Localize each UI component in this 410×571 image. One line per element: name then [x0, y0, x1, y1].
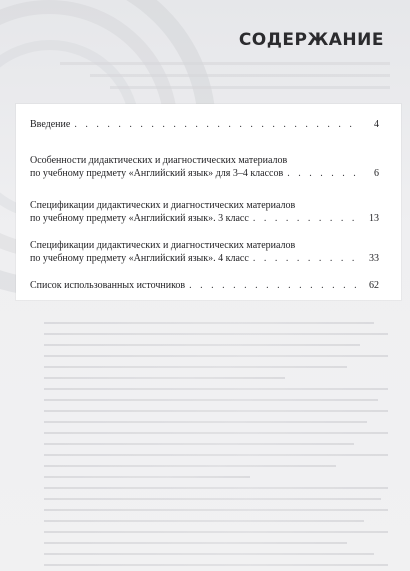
- toc-entry-title-continued: по учебному предмету «Английский язык». 3 класс: [30, 213, 249, 224]
- leader-dots: [253, 252, 361, 265]
- toc-entry-title: Введение: [30, 119, 71, 130]
- toc-page-number: 4: [374, 119, 379, 130]
- toc-entry[interactable]: [30, 279, 379, 292]
- bleed-through-line: [90, 74, 390, 77]
- toc-page-number: 13: [369, 213, 379, 224]
- toc-entry-title-continued: по учебному предмету «Английский язык». 4 класс: [30, 253, 249, 264]
- table-of-contents: [16, 104, 401, 300]
- toc-entry-title-continued: по учебному предмету «Английский язык» для 3–4 классов: [30, 168, 284, 179]
- toc-entry[interactable]: [30, 199, 379, 225]
- leader-dots: [287, 167, 361, 180]
- bleed-through-line: [60, 62, 390, 65]
- toc-page-number: 33: [369, 253, 379, 264]
- toc-entry-title: Список использованных источников: [30, 280, 186, 291]
- toc-entry[interactable]: [30, 154, 379, 180]
- toc-entry-title: Особенности дидактических и диагностических материалов: [30, 155, 288, 166]
- toc-page-number: 62: [369, 280, 379, 291]
- leader-dots: [189, 279, 361, 292]
- bleed-through-text-block: [44, 322, 388, 571]
- bleed-through-line: [110, 86, 390, 89]
- toc-entry-title: Спецификации дидактических и диагностических материалов: [30, 200, 296, 211]
- leader-dots: [74, 118, 361, 131]
- toc-entry[interactable]: [30, 239, 379, 265]
- leader-dots: [253, 212, 361, 225]
- toc-entry[interactable]: [30, 118, 379, 131]
- page-title: СОДЕРЖАНИЕ: [238, 30, 384, 50]
- toc-page-number: 6: [374, 168, 379, 179]
- toc-entry-title: Спецификации дидактических и диагностических материалов: [30, 240, 296, 251]
